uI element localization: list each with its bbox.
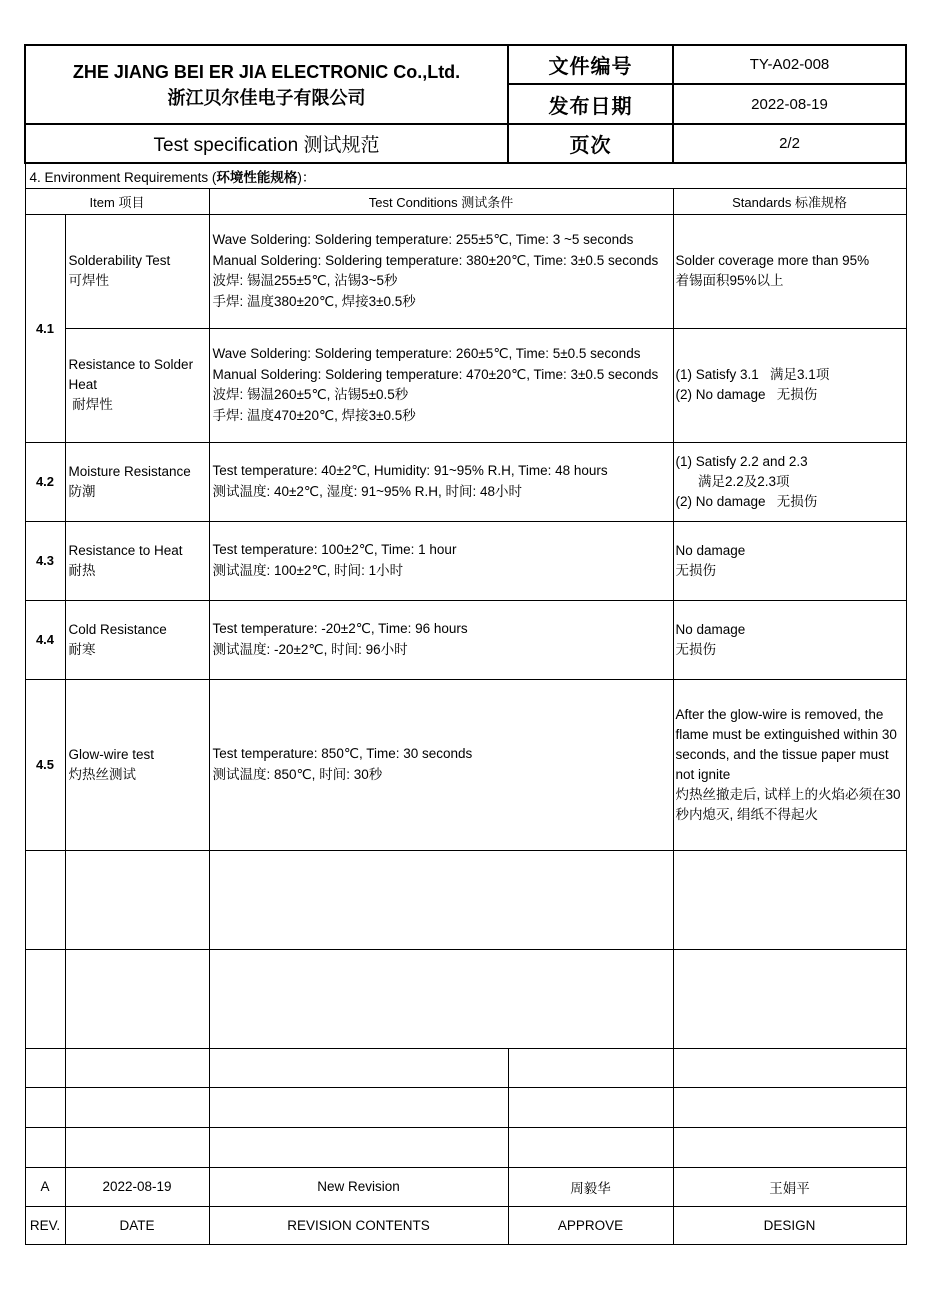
test-conditions (209, 442, 673, 521)
item-number: 4.4 (25, 600, 65, 679)
footer-date-label: DATE (65, 1206, 209, 1244)
item-name-en: Glow-wire test (68, 746, 155, 762)
column-header-conditions: Test Conditions 测试条件 (209, 188, 673, 214)
standard-line: (1) Satisfy 3.1 满足3.1项 (675, 367, 830, 382)
revision-design: 王娟平 (673, 1167, 906, 1206)
table-row (25, 328, 906, 442)
item-name (65, 521, 209, 600)
page-label: 页次 (508, 124, 673, 163)
section-title-bold: 环境性能规格 (216, 169, 298, 185)
item-name-en: Moisture Resistance (68, 463, 191, 479)
item-name (65, 442, 209, 521)
standard (673, 442, 906, 521)
standard (673, 214, 906, 328)
doc-no-value: TY-A02-008 (673, 45, 906, 84)
item-number: 4.5 (25, 679, 65, 850)
test-conditions (209, 600, 673, 679)
date-label: 发布日期 (508, 84, 673, 124)
item-name-cn: 可焊性 (68, 273, 109, 288)
empty-revision-row (25, 1048, 906, 1087)
item-number: 4.2 (25, 442, 65, 521)
item-name-cn: 耐寒 (68, 641, 96, 657)
condition-line: Wave Soldering: Soldering temperature: 255±5℃, Time: 3 ~5 seconds (212, 232, 634, 247)
item-name (65, 214, 209, 328)
standard-line: 无损伤 (675, 641, 717, 657)
condition-line: 波焊: 锡温255±5℃, 沾锡3~5秒 (212, 273, 398, 288)
test-conditions (209, 214, 673, 328)
revision-contents: New Revision (209, 1167, 508, 1206)
item-number: 4.3 (25, 521, 65, 600)
standard-line: 灼热丝撤走后, 试样上的火焰必须在30秒内熄灭, 绢纸不得起火 (675, 786, 901, 822)
standard-line: Solder coverage more than 95% (675, 253, 870, 268)
footer-labels-row (25, 1206, 906, 1244)
page-value: 2/2 (673, 124, 906, 163)
standard-line: (2) No damage 无损伤 (675, 493, 818, 509)
empty-row (25, 949, 906, 1048)
footer-rev-label: REV. (25, 1206, 65, 1244)
table-row (25, 214, 906, 328)
section-title (25, 163, 906, 188)
condition-line: Test temperature: -20±2℃, Time: 96 hours (212, 621, 468, 636)
condition-line: 波焊: 锡温260±5℃, 沾锡5±0.5秒 (212, 387, 409, 402)
standard (673, 679, 906, 850)
condition-line: Test temperature: 850℃, Time: 30 seconds (212, 746, 473, 761)
standard (673, 328, 906, 442)
condition-line: Wave Soldering: Soldering temperature: 260±5℃, Time: 5±0.5 seconds (212, 346, 641, 361)
standard-line: 着锡面积95%以上 (675, 273, 784, 288)
company-name-cn: 浙江贝尔佳电子有限公司 (167, 87, 366, 108)
table-row (25, 679, 906, 850)
section-title-suffix: )： (297, 169, 316, 185)
item-number: 4.1 (25, 214, 65, 442)
standard-line: 满足2.2及2.3项 (675, 473, 790, 489)
condition-line: Test temperature: 40±2℃, Humidity: 91~95% R.H, Time: 48 hours (212, 463, 608, 478)
item-name-cn: 防潮 (68, 483, 96, 499)
empty-revision-row (25, 1127, 906, 1167)
condition-line: 测试温度: 100±2℃, 时间: 1小时 (212, 562, 404, 578)
item-name (65, 328, 209, 442)
table-row (25, 521, 906, 600)
condition-line: 测试温度: 850℃, 时间: 30秒 (212, 766, 383, 782)
condition-line: Test temperature: 100±2℃, Time: 1 hour (212, 542, 457, 557)
standard (673, 600, 906, 679)
item-name-cn: 耐焊性 (68, 397, 113, 412)
footer-design-label: DESIGN (673, 1206, 906, 1244)
item-name-en: Cold Resistance (68, 621, 167, 637)
test-conditions (209, 328, 673, 442)
revision-date: 2022-08-19 (65, 1167, 209, 1206)
condition-line: 手焊: 温度380±20℃, 焊接3±0.5秒 (212, 293, 416, 309)
standard-line: No damage (675, 621, 746, 637)
empty-row (25, 850, 906, 949)
condition-line: 测试温度: -20±2℃, 时间: 96小时 (212, 641, 408, 657)
item-name-cn: 耐热 (68, 562, 96, 578)
table-row (25, 442, 906, 521)
condition-line: 测试温度: 40±2℃, 湿度: 91~95% R.H, 时间: 48小时 (212, 483, 523, 499)
item-name-cn: 灼热丝测试 (68, 766, 136, 782)
spec-document (24, 44, 905, 1246)
revision-approve: 周毅华 (508, 1167, 673, 1206)
item-name-en: Resistance to Solder Heat (68, 357, 194, 392)
item-name (65, 679, 209, 850)
footer-approve-label: APPROVE (508, 1206, 673, 1244)
column-header-item: Item 项目 (25, 188, 209, 214)
standard-line: After the glow-wire is removed, the flame must be extinguished within 30 seconds, and the tissue paper must not ignite (675, 706, 897, 782)
section-title-prefix: 4. Environment Requirements ( (29, 169, 217, 185)
company-cell (25, 45, 508, 124)
spec-table (24, 44, 907, 1245)
item-name-en: Solderability Test (68, 253, 171, 268)
column-header-standards: Standards 标准规格 (673, 188, 906, 214)
empty-revision-row (25, 1087, 906, 1127)
date-value: 2022-08-19 (673, 84, 906, 124)
doc-no-label: 文件编号 (508, 45, 673, 84)
condition-line: Manual Soldering: Soldering temperature: 380±20℃, Time: 3±0.5 seconds (212, 252, 659, 268)
standard-line: No damage (675, 542, 746, 558)
standard (673, 521, 906, 600)
item-name (65, 600, 209, 679)
standard-line: (1) Satisfy 2.2 and 2.3 (675, 453, 808, 469)
condition-line: Manual Soldering: Soldering temperature: 470±20℃, Time: 3±0.5 seconds (212, 366, 659, 382)
document-title: Test specification 测试规范 (25, 124, 508, 163)
footer-contents-label: REVISION CONTENTS (209, 1206, 508, 1244)
revision-rev: A (25, 1167, 65, 1206)
company-name-en: ZHE JIANG BEI ER JIA ELECTRONIC Co.,Ltd. (72, 61, 461, 82)
standard-line: 无损伤 (675, 562, 717, 578)
condition-line: 手焊: 温度470±20℃, 焊接3±0.5秒 (212, 407, 416, 423)
table-row (25, 600, 906, 679)
revision-row (25, 1167, 906, 1206)
test-conditions (209, 521, 673, 600)
item-name-en: Resistance to Heat (68, 542, 183, 558)
test-conditions (209, 679, 673, 850)
standard-line: (2) No damage 无损伤 (675, 387, 818, 402)
